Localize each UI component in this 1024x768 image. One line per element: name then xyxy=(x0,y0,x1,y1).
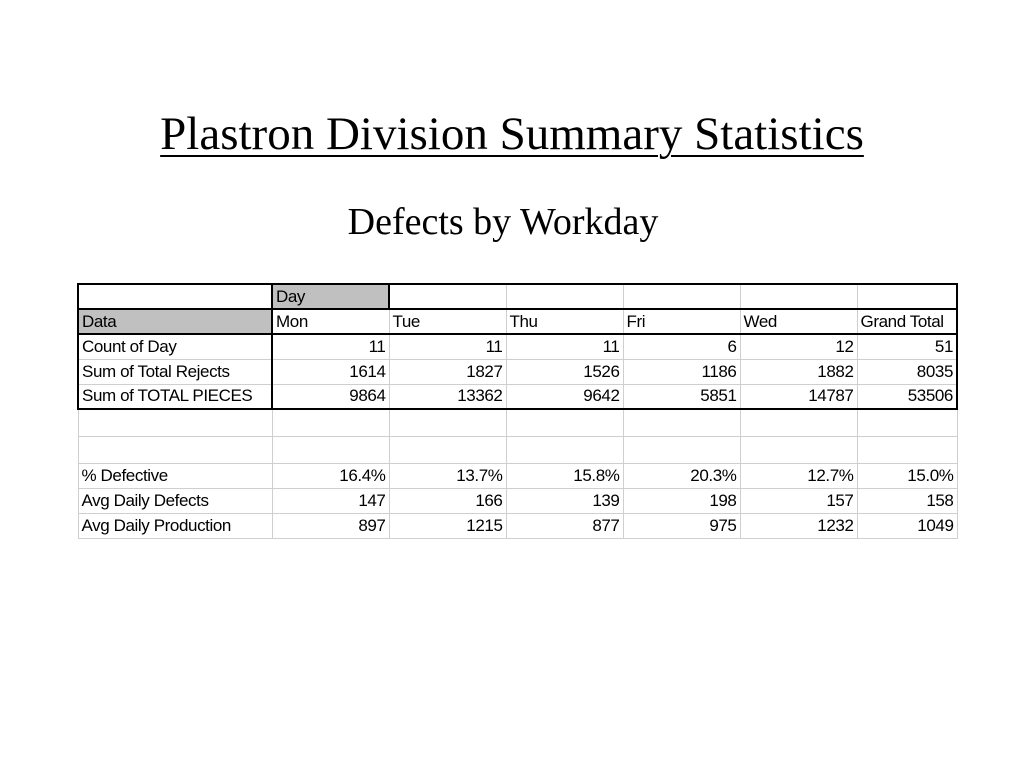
row-label: Avg Daily Production xyxy=(78,513,272,538)
table-cell: 13.7% xyxy=(389,463,506,488)
header-row-columns xyxy=(78,309,957,334)
table-cell: 11 xyxy=(506,334,623,359)
table-cell: 51 xyxy=(857,334,957,359)
table-cell: 8035 xyxy=(857,359,957,384)
table-row xyxy=(78,463,957,488)
table-cell: 16.4% xyxy=(272,463,389,488)
table-row xyxy=(78,384,957,409)
empty-cell xyxy=(740,409,857,436)
row-label: % Defective xyxy=(78,463,272,488)
empty-cell xyxy=(623,436,740,463)
table-cell: 14787 xyxy=(740,384,857,409)
table-cell: 1882 xyxy=(740,359,857,384)
table-cell: 53506 xyxy=(857,384,957,409)
table-cell: 9864 xyxy=(272,384,389,409)
table-cell: 13362 xyxy=(389,384,506,409)
empty-cell xyxy=(740,436,857,463)
table-cell: 20.3% xyxy=(623,463,740,488)
blank-row xyxy=(78,436,957,463)
table-cell: 1186 xyxy=(623,359,740,384)
table-cell: 11 xyxy=(389,334,506,359)
data-field-button[interactable]: Data xyxy=(78,309,272,334)
table-row xyxy=(78,488,957,513)
row-label: Avg Daily Defects xyxy=(78,488,272,513)
header-row-day xyxy=(78,284,957,309)
table-cell: 1215 xyxy=(389,513,506,538)
table-cell: 1526 xyxy=(506,359,623,384)
table-cell: 1049 xyxy=(857,513,957,538)
table-cell: 139 xyxy=(506,488,623,513)
empty-cell xyxy=(506,409,623,436)
table-cell: 6 xyxy=(623,334,740,359)
table-cell: 1232 xyxy=(740,513,857,538)
empty-cell xyxy=(389,409,506,436)
table-row xyxy=(78,513,957,538)
column-header-tue: Tue xyxy=(389,309,506,334)
empty-cell xyxy=(389,436,506,463)
empty-cell xyxy=(272,409,389,436)
row-label: Sum of Total Rejects xyxy=(78,359,272,384)
table-row xyxy=(78,359,957,384)
table-cell: 975 xyxy=(623,513,740,538)
empty-cell xyxy=(857,436,957,463)
table-cell: 12.7% xyxy=(740,463,857,488)
pivot-corner-cell xyxy=(78,284,272,309)
pivot-table xyxy=(77,283,958,539)
header-empty-cell xyxy=(506,284,623,309)
table-cell: 1614 xyxy=(272,359,389,384)
table-cell: 158 xyxy=(857,488,957,513)
table-cell: 198 xyxy=(623,488,740,513)
table-cell: 9642 xyxy=(506,384,623,409)
header-empty-cell xyxy=(857,284,957,309)
header-empty-cell xyxy=(740,284,857,309)
table-cell: 166 xyxy=(389,488,506,513)
empty-cell xyxy=(506,436,623,463)
column-header-wed: Wed xyxy=(740,309,857,334)
table-cell: 12 xyxy=(740,334,857,359)
table-cell: 15.0% xyxy=(857,463,957,488)
table-cell: 1827 xyxy=(389,359,506,384)
column-header-grand-total: Grand Total xyxy=(857,309,957,334)
table-cell: 11 xyxy=(272,334,389,359)
column-header-mon: Mon xyxy=(272,309,389,334)
row-label: Count of Day xyxy=(78,334,272,359)
day-field-button[interactable]: Day xyxy=(272,284,389,309)
column-header-thu: Thu xyxy=(506,309,623,334)
header-empty-cell xyxy=(389,284,506,309)
table-cell: 877 xyxy=(506,513,623,538)
table-row xyxy=(78,334,957,359)
empty-cell xyxy=(857,409,957,436)
table-cell: 15.8% xyxy=(506,463,623,488)
empty-cell xyxy=(623,409,740,436)
empty-cell xyxy=(78,409,272,436)
row-label: Sum of TOTAL PIECES xyxy=(78,384,272,409)
table-cell: 897 xyxy=(272,513,389,538)
table-cell: 157 xyxy=(740,488,857,513)
column-header-fri: Fri xyxy=(623,309,740,334)
empty-cell xyxy=(78,436,272,463)
page-subtitle: Defects by Workday xyxy=(347,201,659,243)
empty-cell xyxy=(272,436,389,463)
blank-row xyxy=(78,409,957,436)
table-cell: 5851 xyxy=(623,384,740,409)
table-cell: 147 xyxy=(272,488,389,513)
header-empty-cell xyxy=(623,284,740,309)
page-title: Plastron Division Summary Statistics xyxy=(160,108,864,160)
